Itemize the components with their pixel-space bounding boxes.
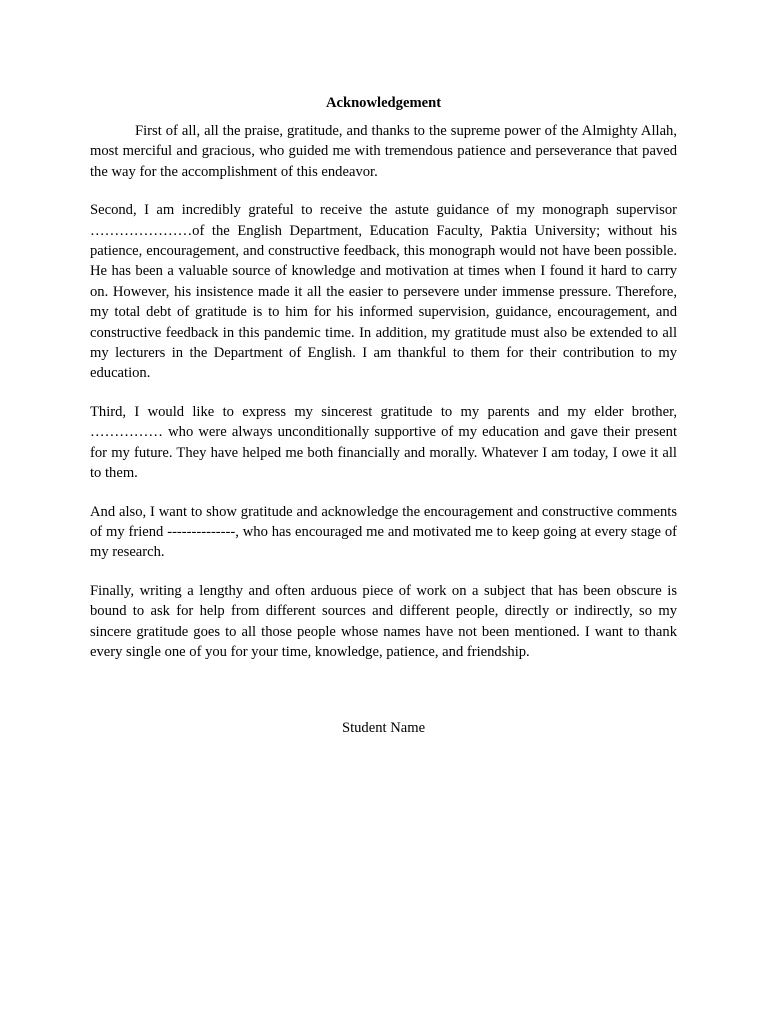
page-title: Acknowledgement (325, 95, 442, 111)
signature-student-name: Student Name (341, 720, 426, 737)
paragraph-family: Third, I would like to express my sincerest gratitude to my parents and my elder brother, …………… who were always unconditionally supportive of my education and gave their present for my future. They have helped me both financially and morally. Whatever I am today, I owe it all to them. (90, 403, 677, 482)
paragraph-opening: First of all, all the praise, gratitude, and thanks to the supreme power of the Almighty Allah, most merciful and gracious, who guided me with tremendous patience and perseverance that paved the way for the accomplishment of this endeavor. (90, 123, 677, 180)
paragraph-friend: And also, I want to show gratitude and acknowledge the encouragement and constructive comments of my friend --------------, who has encouraged me and motivated me to keep going at every stage of my research. (90, 503, 677, 561)
paragraph-closing: Finally, writing a lengthy and often arduous piece of work on a subject that has been obscure is bound to ask for help from different sources and different people, directly or indirectly, so my sincere gratitude goes to all those people whose names have not been mentioned. I want to thank every single one of you for your time, knowledge, patience, and friendship. (90, 582, 677, 660)
paragraph-supervisor: Second, I am incredibly grateful to receive the astute guidance of my monograph supervisor …………………of the English Department, Education Faculty, Paktia University; without his patience, encouragement, and constructive feedback, this monograph would not have been possible. He has been a valuable source of knowledge and motivation at times when I found it hard to carry on. However, his insistence made it all the easier to persevere under immense pressure. Therefore, my total debt of gratitude is to him for his informed supervision, guidance, encouragement, and constructive feedback in this pandemic time. In addition, my gratitude must also be extended to all my lecturers in the Department of English. I am thankful to them for their contribution to my education. (90, 202, 677, 382)
document-page (90, 93, 677, 739)
